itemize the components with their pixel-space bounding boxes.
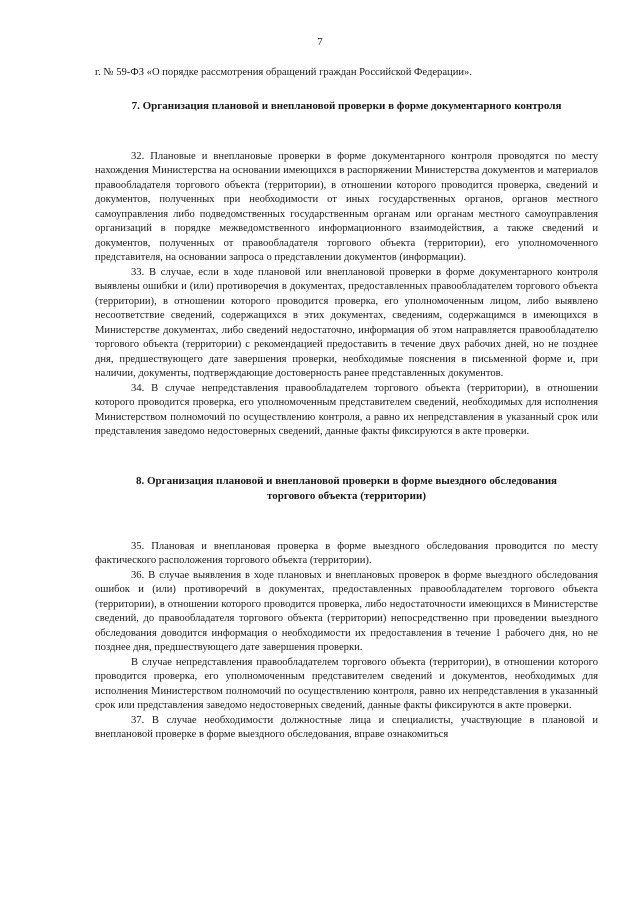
paragraph-37: 37. В случае необходимости должностные лица и специалисты, участвующие в плановой и внеплановой проверке в форме выездного обследования, вправе ознакомиться xyxy=(95,714,598,740)
paragraph-36: 36. В случае выявления в ходе плановых и внеплановых проверок в форме выездного обследования ошибок и (или) противоречий в документах, предоставленных правообладателем торгового объекта (территории), в отношении которого проводится проверка, либо недостаточности имеющихся в Министерстве сведений, до правообладателя торгового объекта (территории) непосредственно при проведении выездного обследования доводится информация о необходимости их предоставления в течение 1 рабочего дня, но не позднее дня, предшествующего дате завершения проверки. xyxy=(95,569,598,653)
paragraph-32: 32. Плановые и внеплановые проверки в форме документарного контроля проводятся по месту нахождения Министерства на основании имеющихся в распоряжении Министерства документов и материалов правообладателя торгового объекта (территории), в отношении которого проводится проверка, сведений и документов, полученных при необходимости от иных государственных органов, органов местного самоуправления либо подведомственных государственным органам или органам местного самоуправления организаций в порядке межведомственного информационного взаимодействия, а также сведений и документов, полученных от правообладателя торгового объекта (территории), его уполномоченного представителя, на основании запроса о представлении документов (информации). xyxy=(95,150,598,263)
intro-line: г. № 59-ФЗ «О порядке рассмотрения обращений граждан Российской Федерации». xyxy=(95,67,472,78)
paragraph-36-continued: В случае непредставления правообладателем торгового объекта (территории), в отношении которого проводится проверка, его уполномоченным представителем сведений и документов, необходимых для исполнения Министерством полномочий по осуществлению контроля, равно их непредставления в указанный срок или представления заведомо недостоверных сведений, данные факты фиксируются в акте проверки. xyxy=(95,656,598,711)
page-number: 7 xyxy=(317,36,323,48)
section-8-heading: 8. Организация плановой и внеплановой проверки в форме выездного обследования торгового объекта (территории) xyxy=(135,474,558,502)
paragraph-33: 33. В случае, если в ходе плановой или внеплановой проверки в форме документарного контроля выявлены ошибки и (или) противоречия в документах, предоставленных правообладателем торгового объекта (территории), в отношении которого проводится проверка, его уполномоченным лицом, либо выявлено несоответствие сведений, содержащихся в этих документах, сведениям, содержащимся в имеющихся в Министерстве документах, либо сведений недостаточно, информация об этом направляется правообладателю торгового объекта (территории) с рекомендацией предоставить в течение двух рабочих дней, но не позднее дня, предшествующего дате завершения проверки, необходимые пояснения в письменной форме и, при наличии, документы, подтверждающие достоверность ранее представленных документов. xyxy=(95,266,598,379)
paragraph-34: 34. В случае непредставления правообладателем торгового объекта (территории), в отношении которого проводится проверка, его уполномоченным представителем сведений, необходимых для исполнения Министерством полномочий по осуществлению контроля, а равно их непредставления в указанный срок или представления заведомо недостоверных сведений, данные факты фиксируются в акте проверки. xyxy=(95,382,598,437)
paragraph-35: 35. Плановая и внеплановая проверка в форме выездного обследования проводится по месту фактического расположения торгового объекта (территории). xyxy=(95,540,598,566)
section-7-heading: 7. Организация плановой и внеплановой проверки в форме документарного контроля xyxy=(131,99,562,112)
document-body xyxy=(95,66,598,743)
